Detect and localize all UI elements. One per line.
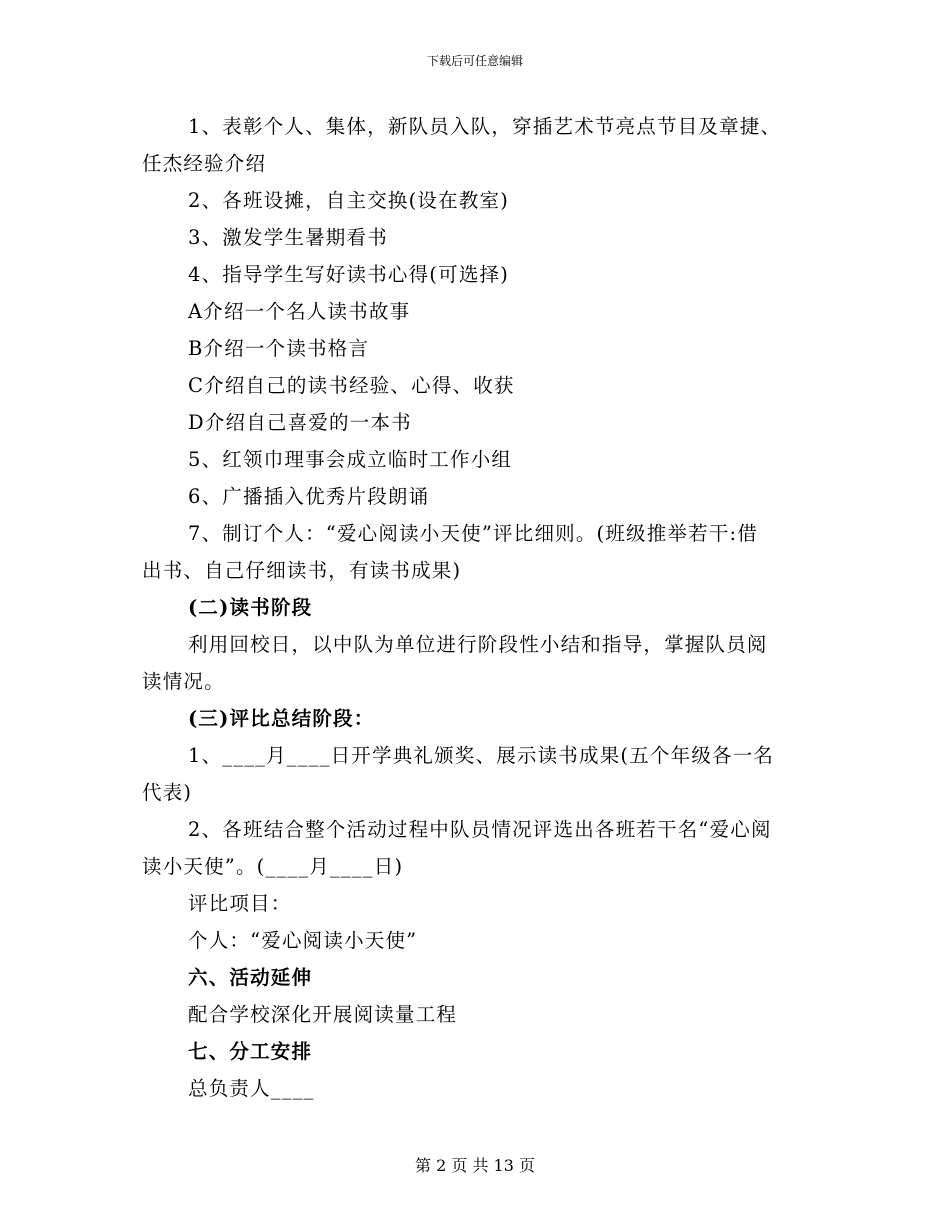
text-line: D介绍自己喜爱的一本书 — [188, 411, 412, 434]
section-heading: 六、活动延伸 — [188, 966, 313, 989]
text-line: B介绍一个读书格言 — [188, 337, 370, 360]
text-line: 读情况。 — [142, 670, 225, 693]
text-line: 个人：“爱心阅读小天使” — [188, 929, 418, 952]
text-line: 代表) — [142, 781, 193, 804]
text-line: 2、各班设摊，自主交换(设在教室) — [188, 189, 510, 212]
text-line: 7、制订个人：“爱心阅读小天使”评比细则。(班级推举若干:借 — [188, 522, 759, 545]
section-heading: 七、分工安排 — [188, 1040, 313, 1063]
text-line: 总负责人____ — [188, 1077, 315, 1100]
text-line: 出书、自己仔细读书，有读书成果) — [142, 559, 462, 582]
text-line: 2、各班结合整个活动过程中队员情况评选出各班若干名“爱心阅 — [188, 818, 772, 841]
text-line: 利用回校日，以中队为单位进行阶段性小结和指导，掌握队员阅 — [188, 633, 768, 656]
text-line: 6、广播插入优秀片段朗诵 — [188, 485, 430, 508]
text-line: 配合学校深化开展阅读量工程 — [188, 1003, 458, 1026]
text-line: 3、激发学生暑期看书 — [188, 226, 388, 249]
document-body — [142, 108, 812, 1107]
text-line: 1、表彰个人、集体，新队员入队，穿插艺术节亮点节目及章捷、 — [188, 115, 782, 138]
text-line: C介绍自己的读书经验、心得、收获 — [188, 374, 515, 397]
text-line: 5、红领巾理事会成立临时工作小组 — [188, 448, 513, 471]
text-line: 任杰经验介绍 — [142, 152, 267, 175]
page-header: 下载后可任意编辑 — [426, 54, 523, 68]
text-line: 1、____月____日开学典礼颁奖、展示读书成果(五个年级各一名 — [188, 744, 775, 767]
text-line: 4、指导学生写好读书心得(可选择) — [188, 263, 510, 286]
text-line: A介绍一个名人读书故事 — [188, 300, 411, 323]
text-line: 评比项目： — [188, 892, 292, 915]
section-heading: (二)读书阶段 — [188, 596, 313, 619]
text-line: 读小天使”。(____月____日) — [142, 855, 404, 878]
section-heading: (三)评比总结阶段： — [188, 707, 375, 730]
page-footer: 第 2 页 共 13 页 — [415, 1156, 535, 1175]
